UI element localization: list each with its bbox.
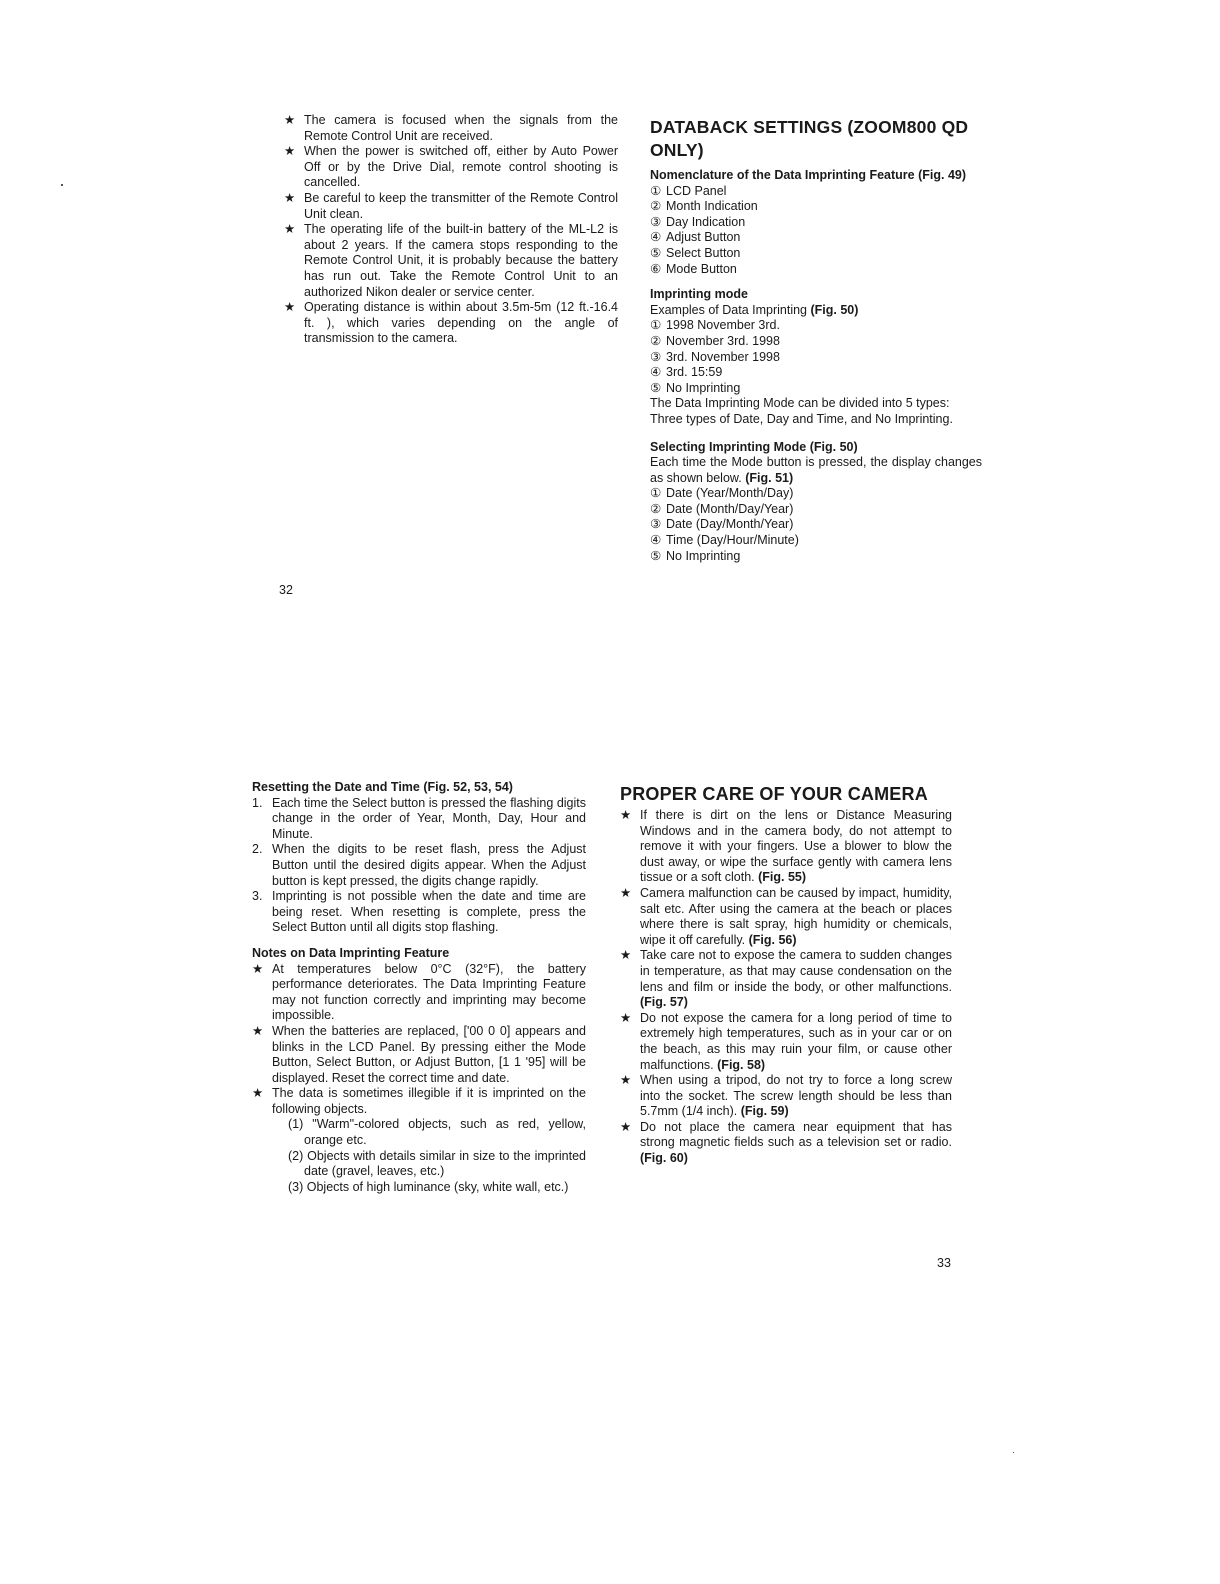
scan-speck [61, 184, 63, 186]
star-bullet-icon: ★ [284, 113, 296, 127]
star-bullet-icon: ★ [284, 144, 296, 159]
list-item: ★ The data is sometimes illegible if it is imprinted on the following objects. (1) "Warm"-colored objects, such as red, yellow, orange etc. (2) Objects with details similar in size to the imprinted date (gravel, leaves, etc.) (3) Objects of high luminance (sky, white wall, etc.) [252, 1086, 586, 1194]
imprinting-mode-note: The Data Imprinting Mode can be divided into 5 types: Three types of Date, Day and Time, and No Imprinting. [650, 396, 953, 426]
section-title: DATABACK SETTINGS (ZOOM800 QD ONLY) [650, 117, 969, 160]
list-item: ③ Day Indication [650, 214, 746, 229]
star-bullet-icon: ★ [252, 1086, 264, 1101]
star-bullet-icon: ★ [284, 300, 296, 315]
remote-control-notes [284, 113, 618, 347]
star-bullet-icon: ★ [620, 948, 632, 963]
care-list [620, 808, 952, 1167]
list-item: ② Date (Month/Day/Year) [650, 501, 794, 516]
list-item: ② November 3rd. 1998 [650, 333, 780, 348]
list-item: ④ 3rd. 15:59 [650, 365, 723, 380]
star-bullet-icon: ★ [620, 1073, 632, 1088]
list-item: ⑥ Mode Button [650, 261, 737, 276]
list-item: (2) Objects with details similar in size to the imprinted date (gravel, leaves, etc.) [288, 1148, 586, 1179]
list-item: ③ Date (Day/Month/Year) [650, 517, 794, 532]
imprinting-mode-heading: Imprinting mode [650, 287, 748, 302]
imprinting-mode-intro: Examples of Data Imprinting (Fig. 50) [650, 302, 859, 317]
list-item: ★ Do not expose the camera for a long period of time to extremely high temperatures, such as in your car or on the beach, as this may ruin your film, or cause other malfunctions. (Fig. 58) [620, 1010, 952, 1072]
list-item: ★ The camera is focused when the signals from the Remote Control Unit are received. [284, 113, 618, 143]
star-bullet-icon: ★ [620, 1119, 632, 1134]
list-item: ④ Time (Day/Hour/Minute) [650, 533, 799, 548]
list-item: (1) "Warm"-colored objects, such as red, yellow, orange etc. [288, 1117, 586, 1148]
list-item: (3) Objects of high luminance (sky, white wall, etc.) [288, 1179, 569, 1194]
list-item: ⑤ No Imprinting [650, 548, 741, 563]
notes-heading: Notes on Data Imprinting Feature [252, 945, 450, 960]
star-bullet-icon: ★ [620, 885, 632, 900]
list-item: ② Month Indication [650, 199, 758, 214]
reset-heading: Resetting the Date and Time (Fig. 52, 53, 54) [252, 780, 513, 794]
list-item: ★ Be careful to keep the transmitter of the Remote Control Unit clean. [284, 190, 618, 221]
reset-steps-list [252, 796, 586, 936]
list-item: ★ Do not place the camera near equipment that has strong magnetic fields such as a television set or radio. (Fig. 60) [620, 1119, 952, 1166]
databack-settings-section [650, 116, 982, 564]
star-bullet-icon: ★ [252, 1023, 264, 1038]
scan-speck [1013, 1452, 1014, 1453]
page-number: 32 [279, 583, 293, 597]
list-item: ⑤ Select Button [650, 245, 741, 260]
list-item: ① LCD Panel [650, 183, 727, 198]
list-item: ★ The operating life of the built-in battery of the ML-L2 is about 2 years. If the camera stops responding to the Remote Control Unit, it is probably because the battery has run out. Take the Remote Control Unit to an authorized Nikon dealer or service center. [284, 222, 618, 299]
list-item: ★ When the power is switched off, either by Auto Power Off or by the Drive Dial, remote control shooting is cancelled. [284, 144, 618, 190]
list-item: ① Date (Year/Month/Day) [650, 486, 794, 501]
remote-notes-list [284, 113, 618, 347]
list-item: ⑤ No Imprinting [650, 380, 741, 395]
star-bullet-icon: ★ [284, 222, 296, 237]
selecting-mode-list [650, 486, 982, 564]
list-item: ④ Adjust Button [650, 230, 741, 245]
list-item: ★ When using a tripod, do not try to force a long screw into the socket. The screw length should be less than 5.7mm (1/4 inch). (Fig. 59) [620, 1073, 952, 1119]
imprinting-notes-list [252, 962, 586, 1196]
star-bullet-icon: ★ [620, 1010, 632, 1025]
illegible-objects-list [272, 1117, 586, 1195]
star-bullet-icon: ★ [620, 808, 632, 822]
list-item: ③ 3rd. November 1998 [650, 349, 780, 364]
page-number: 33 [937, 1256, 951, 1270]
list-item: 1. Each time the Select button is pressed the flashing digits change in the order of Year, Month, Day, Hour and Minute. [252, 795, 586, 841]
list-item: ★ At temperatures below 0°C (32°F), the battery performance deteriorates. The Data Imprinting Feature may not function correctly and imprinting may become impossible. [252, 961, 586, 1023]
list-item: 3. Imprinting is not possible when the date and time are being reset. When resetting is complete, press the Select Button until all digits stop flashing. [252, 889, 586, 935]
section-title: PROPER CARE OF YOUR CAMERA [620, 784, 928, 804]
list-item: ★ Camera malfunction can be caused by impact, humidity, salt etc. After using the camera at the beach or places where there is salt spray, high humidity or chemicals, wipe it off carefully. (Fig. 56) [620, 885, 952, 947]
star-bullet-icon: ★ [252, 961, 264, 976]
list-item: ★ If there is dirt on the lens or Distance Measuring Windows and in the camera body, do not attempt to remove it with your fingers. Use a blower to blow the dust away, or wipe the surface gently with camera lens tissue or a soft cloth. (Fig. 55) [620, 808, 952, 885]
selecting-mode-heading: Selecting Imprinting Mode (Fig. 50) [650, 439, 858, 454]
star-bullet-icon: ★ [284, 190, 296, 205]
list-item: ★ When the batteries are replaced, ['00 0 0] appears and blinks in the LCD Panel. By pressing either the Mode Button, Select Button, or Adjust Button, [1 1 '95] will be displayed. Reset the correct time and date. [252, 1023, 586, 1085]
list-item: ★ Operating distance is within about 3.5m-5m (12 ft.-16.4 ft. ), which varies depending on the angle of transmission to the camera. [284, 300, 618, 346]
list-item: ★ Take care not to expose the camera to sudden changes in temperature, as that may cause condensation on the lens and film or inside the body, or other malfunctions. (Fig. 57) [620, 948, 952, 1010]
proper-care-section [620, 783, 952, 1167]
list-item: 2. When the digits to be reset flash, press the Adjust Button until the desired digits appear. When the Adjust button is kept pressed, the digits change rapidly. [252, 842, 586, 888]
nomenclature-list [650, 184, 982, 278]
reset-and-notes-section [252, 780, 586, 1195]
selecting-mode-intro: Each time the Mode button is pressed, the display changes as shown below. (Fig. 51) [650, 455, 982, 485]
imprinting-examples-list [650, 318, 982, 396]
list-item: ① 1998 November 3rd. [650, 318, 780, 333]
nomenclature-heading: Nomenclature of the Data Imprinting Feature (Fig. 49) [650, 168, 967, 182]
